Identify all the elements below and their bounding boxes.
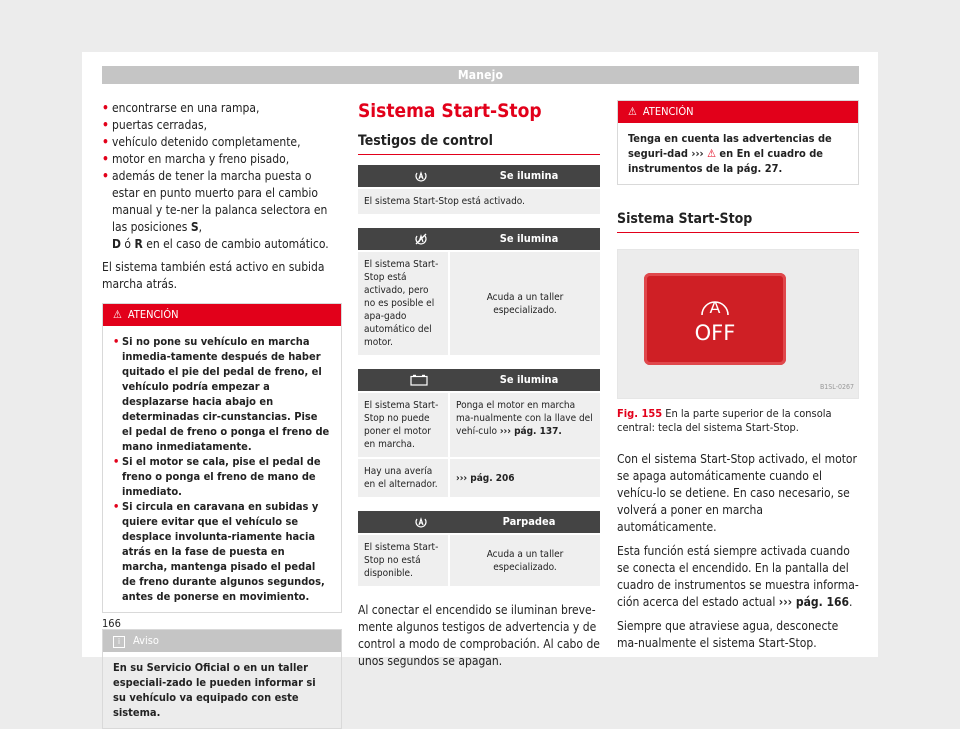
paragraph: Con el sistema Start-Stop activado, el motor se apaga automáticamente cuando el vehícu-lo se detiene. En caso necesario, se volverá a poner en marcha automáticamente. (617, 452, 857, 534)
battery-icon (410, 374, 428, 386)
table-row: El sistema Start-Stop no está disponible. Acuda a un taller especializado. (358, 533, 600, 586)
paragraph: Esta función está siempre activada cuando se conecta el encendido. En la pantalla del cuadro de instrumentos se muestra informa-ción acerca del estado actual ››› pág. 166. (617, 544, 859, 609)
note-box (102, 629, 342, 729)
table-row: El sistema Start-Stop está activado. (358, 187, 600, 214)
indicator-table-3: Se ilumina El sistema Start-Stop no puede poner el motor en marcha. Ponga el motor en marcha ma-nualmente con la llave del vehí-culo ››› pág. 137. Hay una avería en el alternador. ››› pág. 206 (358, 369, 600, 497)
paragraph: Siempre que atraviese agua, desconecte ma-nualmente el sistema Start-Stop. (617, 619, 839, 650)
warning-item: • Si circula en caravana en subidas y quiere evitar que el vehículo se desplace involunta-riamente hacia atrás en la fase de puesta en marcha, mantenga pisado el pedal de freno durante algunos segundos, antes de ponerse en movimiento. (113, 499, 331, 604)
start-stop-icon (414, 169, 428, 183)
warning-text: Tenga en cuenta las advertencias de seguri-dad ››› ⚠ en En el cuadro de instrumentos de la pág. 27. (628, 132, 832, 175)
column-middle (358, 100, 600, 670)
table-row: El sistema Start-Stop está activado, pero no es posible el apa-gado automático del motor. Acuda a un taller especializado. (358, 250, 600, 355)
paragraph: Al conectar el encendido se iluminan breve-mente algunos testigos de advertencia y de control a modo de comprobación. Al cabo de unos segundos se apagan. (358, 603, 600, 668)
figure-image (617, 249, 859, 399)
warning-header: ⚠ ATENCIÓN (618, 101, 858, 123)
section-title: Sistema Start-Stop (358, 100, 542, 122)
list-item: • encontrarse en una rampa, (102, 100, 342, 117)
warning-triangle-icon: ⚠ (113, 308, 122, 321)
list-item: • vehículo detenido completamente, (102, 134, 342, 151)
figure-caption: Fig. 155 En la parte superior de la consola central: tecla del sistema Start-Stop. (617, 407, 832, 434)
section-title: Sistema Start-Stop (617, 211, 859, 233)
warning-box (617, 100, 859, 185)
page-reference-link[interactable]: ››› pág. 206 (456, 472, 515, 484)
subsection-title: Testigos de control (358, 132, 600, 155)
list-item: • puertas cerradas, (102, 117, 342, 134)
start-stop-icon (414, 515, 428, 529)
page-reference-link[interactable]: ››› pág. 137. (499, 426, 562, 437)
table-row: El sistema Start-Stop no puede poner el motor en marcha. Ponga el motor en marcha ma-nualmente con la llave del vehí-culo ››› pág. 137. (358, 391, 600, 457)
note-text: En su Servicio Oficial o en un taller especiali-zado le pueden informar si su vehículo va equipado con este sistema. (113, 661, 316, 719)
paragraph: El sistema también está activo en subida marcha atrás. (102, 260, 325, 291)
info-icon: i (113, 636, 125, 648)
table-row: Hay una avería en el alternador. ››› pág. 206 (358, 457, 600, 497)
column-left (102, 100, 342, 729)
warning-item: • Si el motor se cala, pise el pedal de freno o ponga el freno de mano de inmediato. (113, 454, 331, 499)
warning-header: ⚠ ATENCIÓN (103, 304, 341, 326)
indicator-table-4: Parpadea El sistema Start-Stop no está disponible. Acuda a un taller especializado. (358, 511, 600, 586)
warning-item: • Si no pone su vehículo en marcha inmedia-tamente después de haber quitado el pie del pedal de freno, el vehículo podría empezar a desplazarse hacia abajo en determinadas cir-cunstancias. Pise el pedal de freno o ponga el freno de mano inmediatamente. (113, 334, 331, 454)
page-number: 166 (102, 617, 121, 630)
indicator-table-1: Se ilumina El sistema Start-Stop está activado. (358, 165, 600, 214)
column-right (617, 100, 859, 652)
warning-box (102, 303, 342, 613)
list-item: • motor en marcha y freno pisado, (102, 151, 342, 168)
condition-list (102, 100, 342, 253)
note-header: i Aviso (103, 630, 341, 652)
chapter-header: Manejo (102, 66, 859, 84)
list-item: • además de tener la marcha puesta o estar en punto muerto para el cambio manual y te-ner la palanca selectora en las posiciones S, D ó R en el caso de cambio automático. (102, 168, 342, 253)
start-stop-icon (644, 273, 786, 365)
figure-code: B1SL-0267 (819, 383, 854, 391)
start-stop-button: A OFF (644, 273, 786, 365)
indicator-table-2: Se ilumina El sistema Start-Stop está activado, pero no es posible el apa-gado automático del motor. Acuda a un taller especializado. (358, 228, 600, 355)
warning-triangle-icon: ⚠ (707, 147, 716, 160)
page-reference-link[interactable]: ››› pág. 166 (778, 595, 849, 609)
start-stop-crossed-icon (414, 232, 428, 246)
warning-triangle-icon: ⚠ (628, 105, 637, 118)
